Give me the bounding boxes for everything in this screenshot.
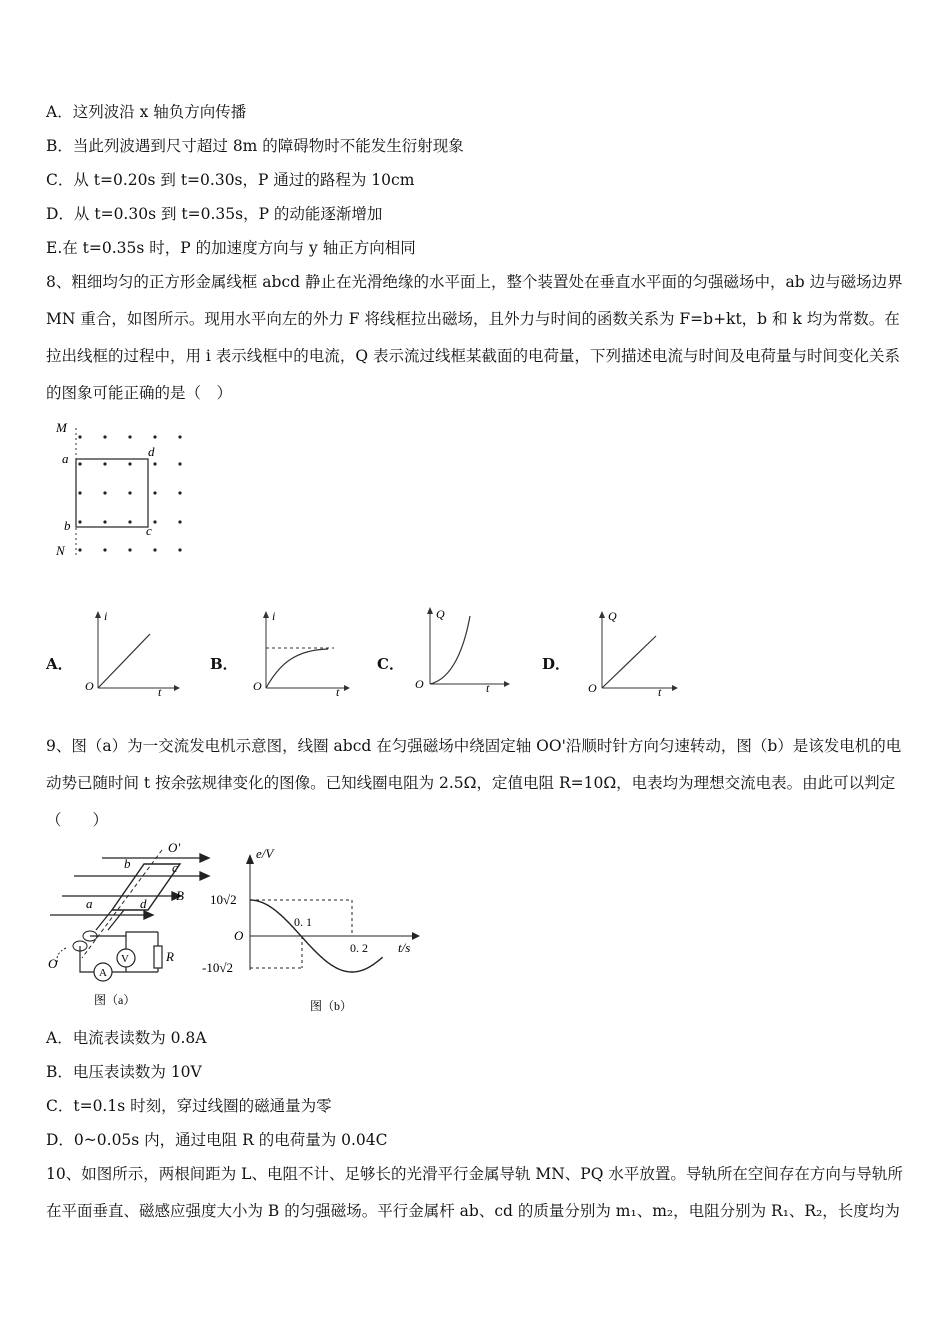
svg-text:i: i bbox=[104, 609, 108, 623]
q7-option-b: B．当此列波遇到尺寸超过 8m 的障碍物时不能发生衍射现象 bbox=[46, 137, 464, 155]
svg-text:10√2: 10√2 bbox=[210, 892, 237, 907]
q9-question-text: 9、图（a）为一交流发电机示意图，线圈 abcd 在匀强磁场中绕固定轴 OO'沿顺时针方向匀速转动，图（b）是该发电机的电动势已随时间 t 按余弦规律变化的图像。已知线圈电阻为 2.5Ω，定值电阻 R=10Ω，电表均为理想交流电表。由此可以判定（ ） bbox=[46, 737, 902, 829]
svg-text:d: d bbox=[140, 896, 147, 911]
label-a: a bbox=[62, 451, 69, 466]
q7-option-c: C．从 t=0.20s 到 t=0.30s，P 通过的路程为 10cm bbox=[46, 171, 415, 189]
svg-text:Q: Q bbox=[436, 607, 445, 621]
q9-figure-b bbox=[198, 840, 428, 1018]
q8-option-a-label: A． bbox=[46, 655, 73, 673]
svg-text:O: O bbox=[253, 679, 262, 693]
label-d: d bbox=[148, 444, 155, 459]
voltmeter-label: V bbox=[121, 953, 129, 965]
fig-a-caption: 图（a） bbox=[94, 993, 136, 1007]
svg-text:O: O bbox=[415, 677, 424, 691]
svg-text:O: O bbox=[85, 679, 94, 693]
q8-graph-b bbox=[252, 608, 362, 698]
label-c: c bbox=[146, 523, 152, 538]
q8-option-c-label: C． bbox=[377, 655, 404, 673]
q7-option-a: A．这列波沿 x 轴负方向传播 bbox=[46, 103, 247, 121]
svg-text:B: B bbox=[176, 888, 184, 903]
q9-option-d: D．0~0.05s 内，通过电阻 R 的电荷量为 0.04C bbox=[46, 1131, 388, 1149]
q8-question-text: 8、粗细均匀的正方形金属线框 abcd 静止在光滑绝缘的水平面上，整个装置处在垂直水平面的匀强磁场中，ab 边与磁场边界 MN 重合，如图所示。现用水平向左的外力 F 将线框拉出磁场，且外力与时间的函数关系为 F=b+kt，b 和 k 均为常数。在拉出线框的过程中，用 i 表示线框中的电流，Q 表示流过线框某截面的电荷量，下列描述电流与时间及电荷量与时间变化关系的图象可能正确的是（ ） bbox=[46, 273, 903, 402]
svg-text:i: i bbox=[272, 609, 276, 623]
svg-text:t: t bbox=[158, 685, 162, 698]
svg-text:Q: Q bbox=[608, 609, 617, 623]
label-b: b bbox=[64, 518, 71, 533]
q8-graph-c bbox=[412, 604, 522, 694]
q8-option-d-label: D． bbox=[542, 655, 571, 673]
q9-option-c: C．t=0.1s 时刻，穿过线圈的磁通量为零 bbox=[46, 1097, 332, 1115]
svg-text:O: O bbox=[234, 928, 244, 943]
svg-text:O': O' bbox=[168, 840, 181, 855]
q9-figure-a bbox=[44, 838, 219, 1016]
svg-text:t: t bbox=[486, 681, 490, 694]
q7-option-d: D．从 t=0.30s 到 t=0.35s，P 的动能逐渐增加 bbox=[46, 205, 383, 223]
q7-option-e: E.在 t=0.35s 时，P 的加速度方向与 y 轴正方向相同 bbox=[46, 239, 416, 257]
q8-frame-figure bbox=[50, 418, 200, 563]
fig-b-caption: 图（b） bbox=[310, 999, 353, 1013]
q10-question-text: 10、如图所示，两根间距为 L、电阻不计、足够长的光滑平行金属导轨 MN、PQ 水平放置。导轨所在空间存在方向与导轨所在平面垂直、磁感应强度大小为 B 的匀强磁场。平行金属杆 ab、cd 的质量分别为 m₁、m₂，电阻分别为 R₁、R₂，长度均为 bbox=[46, 1165, 903, 1220]
q8-option-b-label: B． bbox=[210, 655, 238, 673]
svg-text:t: t bbox=[658, 685, 662, 698]
svg-text:0. 2: 0. 2 bbox=[350, 941, 368, 955]
q9-option-a: A．电流表读数为 0.8A bbox=[46, 1029, 207, 1047]
svg-text:R: R bbox=[166, 949, 174, 964]
label-m: M bbox=[56, 420, 67, 435]
q8-graph-d bbox=[586, 608, 696, 698]
ammeter-label: A bbox=[99, 967, 107, 979]
svg-text:b: b bbox=[124, 856, 131, 871]
q8-graph-a bbox=[82, 608, 192, 698]
label-n: N bbox=[56, 543, 65, 558]
svg-text:-10√2: -10√2 bbox=[202, 960, 233, 975]
svg-text:O: O bbox=[48, 956, 58, 971]
svg-text:a: a bbox=[86, 896, 93, 911]
fig-b-ylabel: e/V bbox=[256, 846, 274, 861]
svg-text:O: O bbox=[588, 681, 597, 695]
svg-text:0. 1: 0. 1 bbox=[294, 915, 312, 929]
fig-b-xlabel: t/s bbox=[398, 940, 411, 955]
q9-option-b: B．电压表读数为 10V bbox=[46, 1063, 202, 1081]
svg-text:t: t bbox=[336, 685, 340, 698]
svg-text:c: c bbox=[172, 860, 178, 875]
